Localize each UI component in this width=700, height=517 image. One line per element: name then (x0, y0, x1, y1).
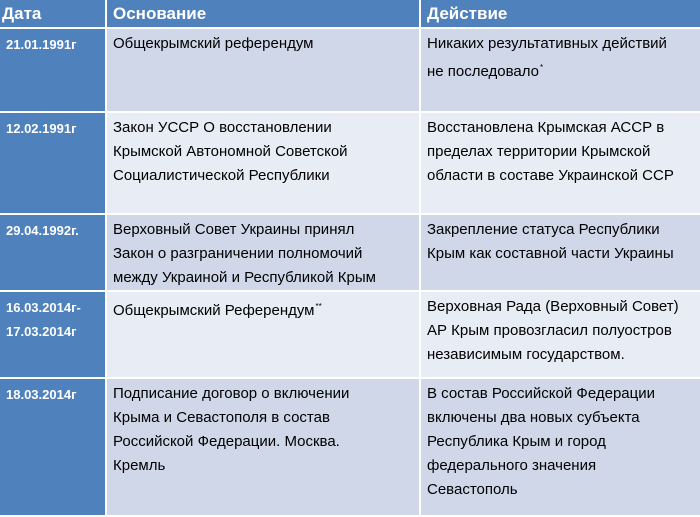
basis-cell (107, 29, 421, 113)
date-cell (0, 379, 107, 517)
table-row (0, 379, 700, 517)
action-line: Закрепление статуса Республики (427, 221, 660, 238)
action-line: пределах территории Крымской (427, 143, 651, 160)
basis-line: Кремль (113, 457, 166, 474)
action-cell (421, 29, 700, 113)
basis-line: Закон УССР О восстановлении (113, 119, 332, 136)
action-line-with-note (427, 56, 694, 84)
basis-line: Крымской Автономной Советской (113, 143, 348, 160)
basis-line: Российской Федерации. Москва. (113, 433, 340, 450)
basis-cell (107, 113, 421, 215)
footnote-marker: ** (315, 302, 322, 311)
action-line: Республика Крым и город (427, 433, 606, 450)
action-cell (421, 379, 700, 517)
table-header-row (0, 0, 700, 29)
date-text: 17.03.2014г (6, 324, 77, 339)
basis-line: Верховный Совет Украины принял (113, 221, 355, 238)
action-cell (421, 292, 700, 379)
date-text: 18.03.2014г (6, 387, 77, 402)
action-line: Восстановлена Крымская АССР в (427, 119, 665, 136)
action-line: включены два новых субъекта (427, 409, 640, 426)
action-line: Никаких результативных действий (427, 35, 667, 52)
date-text: 21.01.1991г (6, 37, 77, 52)
basis-line: Общекрымский Референдум (113, 302, 315, 319)
basis-line: Крыма и Севастополя в состав (113, 409, 330, 426)
action-line: области в составе Украинской ССР (427, 167, 674, 184)
action-line: Крым как составной части Украины (427, 245, 674, 262)
date-cell (0, 29, 107, 113)
table-row (0, 113, 700, 215)
action-line: не последовало (427, 63, 540, 80)
date-cell (0, 215, 107, 292)
basis-line: между Украиной и Республикой Крым (113, 269, 376, 286)
date-text: 29.04.1992г. (6, 223, 79, 238)
table-row (0, 292, 700, 379)
action-cell (421, 215, 700, 292)
basis-line: Подписание договор о включении (113, 385, 350, 402)
date-text: 16.03.2014г- (6, 300, 81, 315)
basis-line: Социалистической Республики (113, 167, 330, 184)
basis-cell (107, 379, 421, 517)
action-line: федерального значения (427, 457, 597, 474)
header-date: Дата (0, 0, 107, 29)
footnote-marker: * (540, 63, 544, 72)
date-text: 12.02.1991г (6, 121, 77, 136)
table-row (0, 215, 700, 292)
action-line: Верховная Рада (Верховный Совет) (427, 298, 679, 315)
header-basis: Основание (107, 0, 421, 29)
header-action: Действие (421, 0, 700, 29)
basis-cell (107, 292, 421, 379)
action-line: Севастополь (427, 481, 518, 498)
basis-line-with-note (113, 295, 413, 323)
basis-cell (107, 215, 421, 292)
basis-line: Закон о разграничении полномочий (113, 245, 363, 262)
action-cell (421, 113, 700, 215)
date-cell (0, 113, 107, 215)
action-line: АР Крым провозгласил полуостров (427, 322, 672, 339)
action-line: независимым государством. (427, 346, 625, 363)
basis-line: Общекрымский референдум (113, 35, 314, 52)
table-row (0, 29, 700, 113)
date-cell (0, 292, 107, 379)
action-line: В состав Российской Федерации (427, 385, 655, 402)
